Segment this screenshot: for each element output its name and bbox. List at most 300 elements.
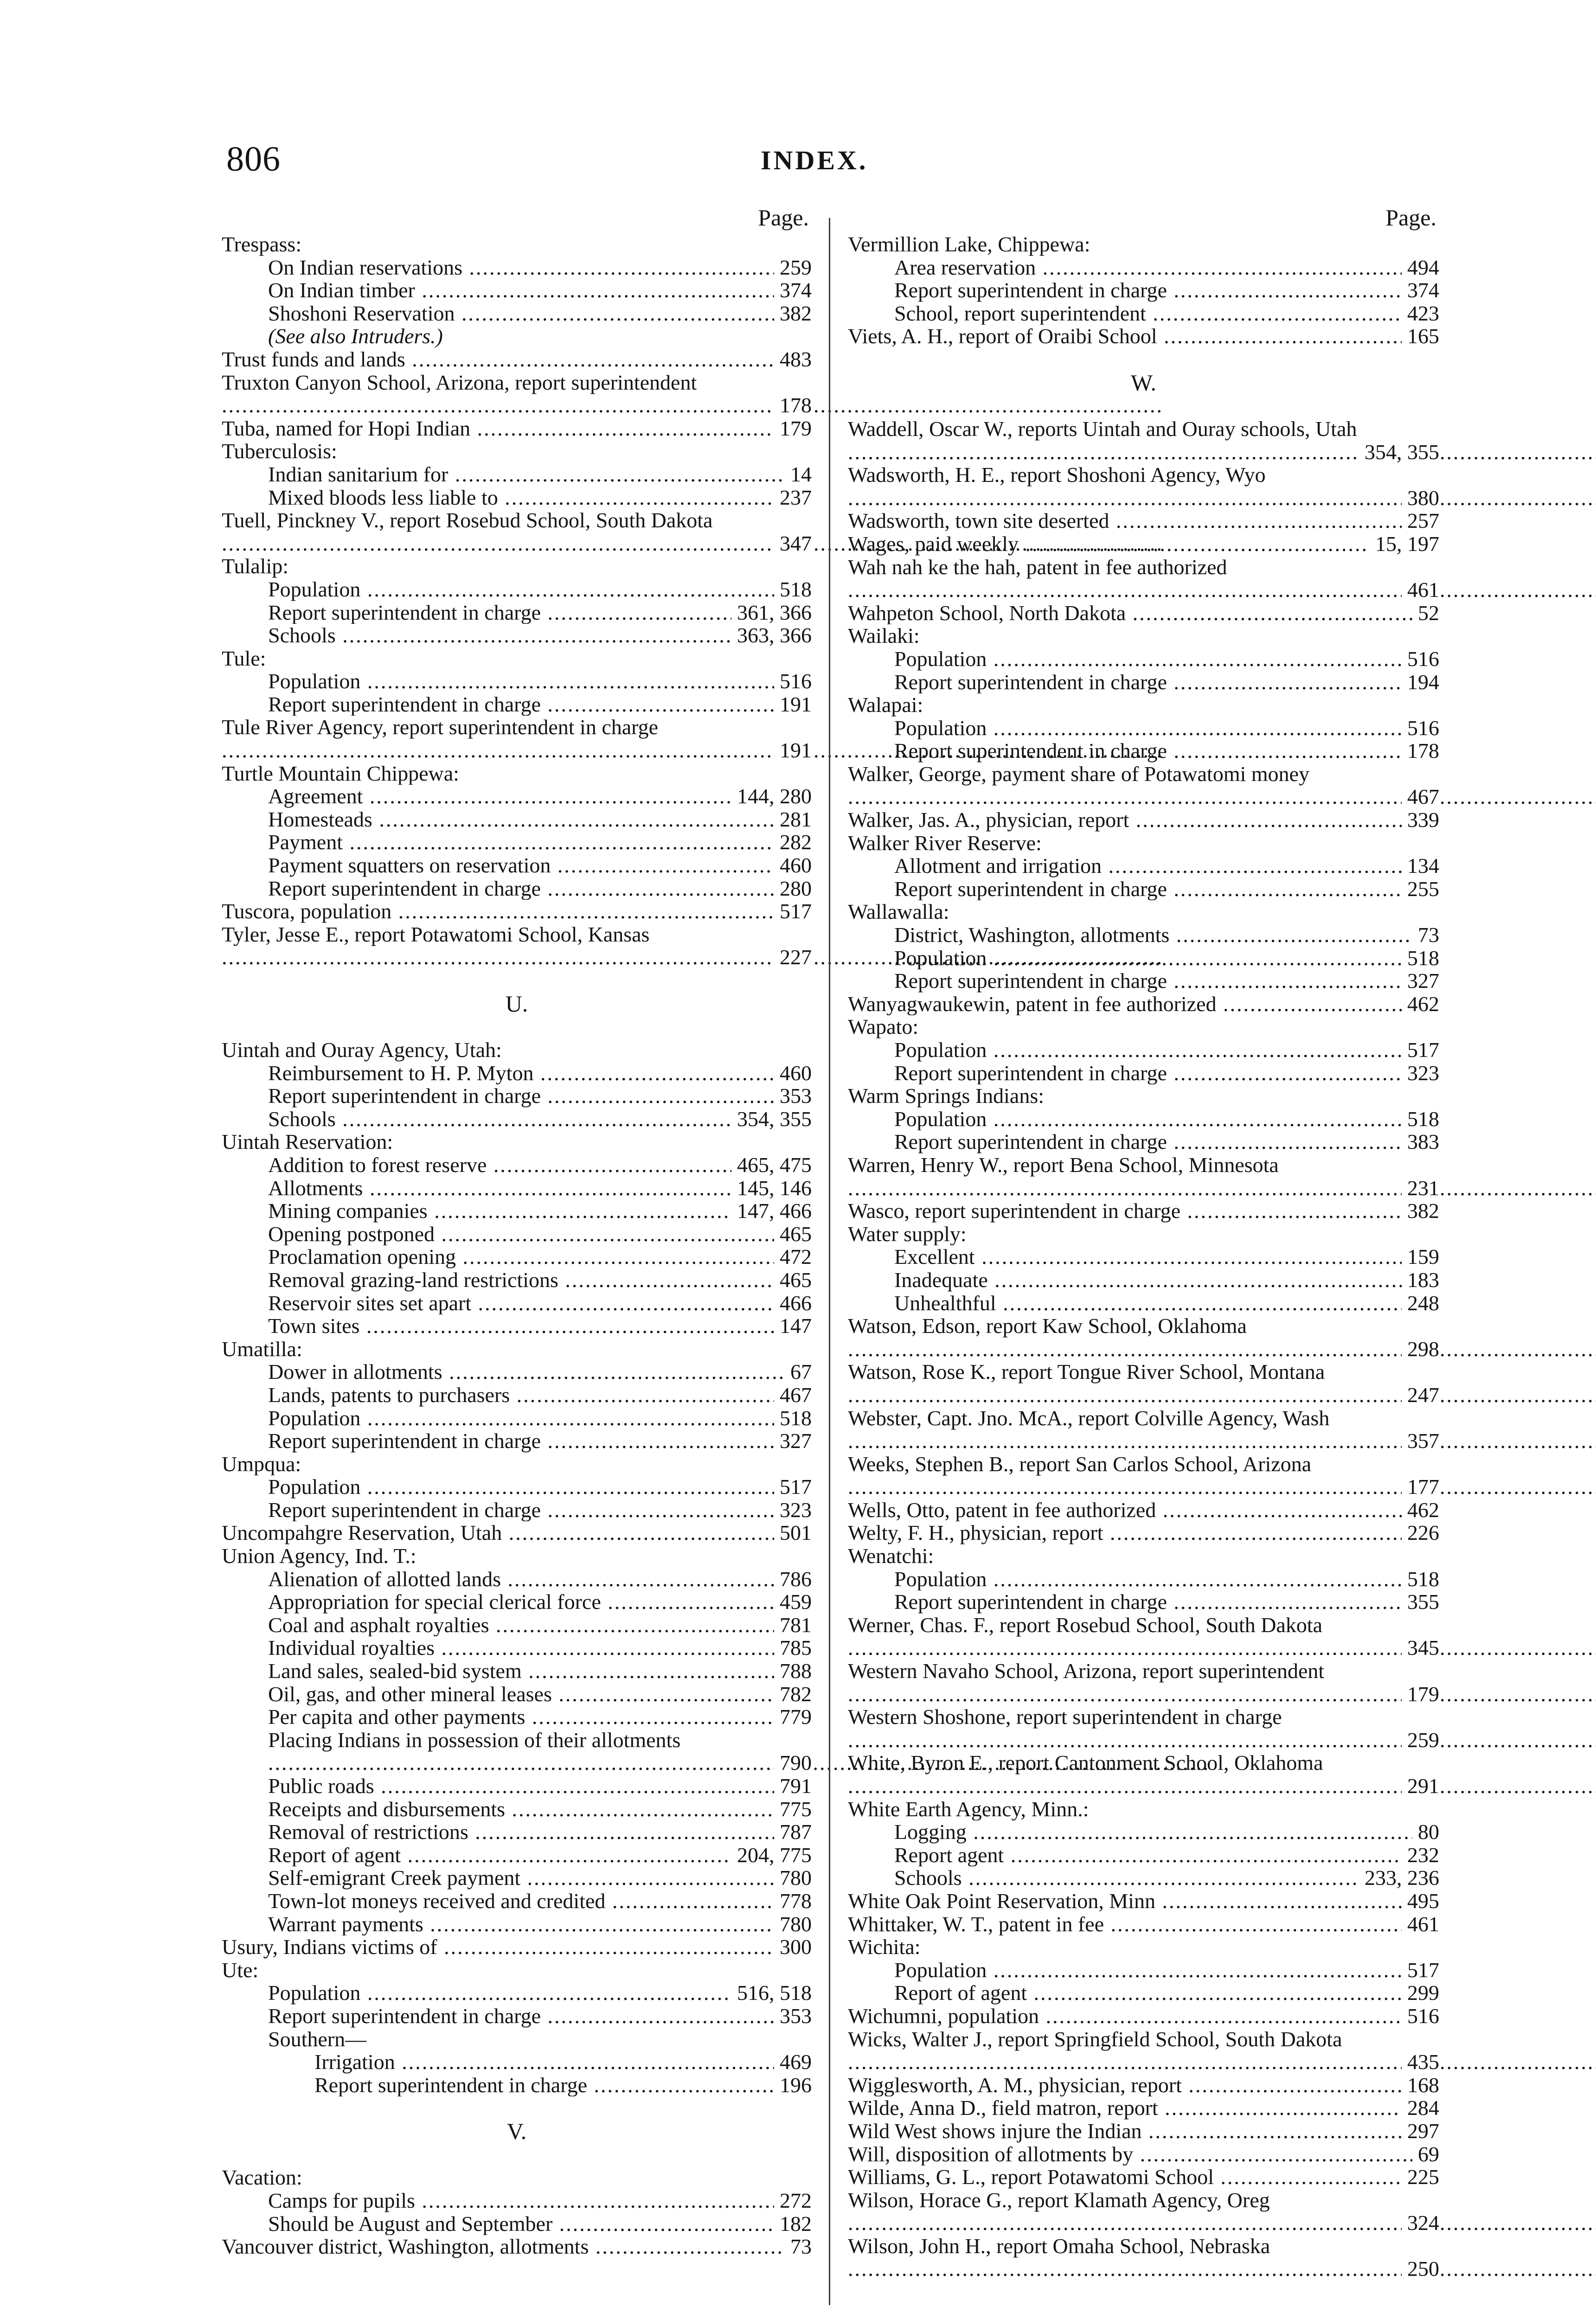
index-entry [848, 808, 1439, 832]
entry-text: Wild West shows injure the Indian ..... [848, 2120, 1439, 2143]
entry-text: Wilson, John H., report Omaha School, Nebraska ..... [848, 2234, 1596, 2281]
entry-page-ref: 353 [774, 1084, 812, 1108]
entry-text: Addition to forest reserve ..... [268, 1153, 812, 1177]
index-entry [222, 256, 812, 279]
entry-text: Population ..... [268, 578, 812, 601]
index-entries [222, 233, 812, 2258]
entry-page-ref: 516 [1402, 717, 1439, 740]
index-entry [222, 716, 812, 762]
entry-page-ref: 495 [1402, 1890, 1439, 1913]
entry-text: Population ..... [894, 1108, 1439, 1131]
entry-page-ref: 232 [1402, 1844, 1439, 1867]
entry-text: Camps for pupils ..... [268, 2189, 812, 2212]
entry-text: Report of agent ..... [268, 1844, 812, 1867]
page-title: INDEX. [761, 145, 868, 175]
entry-text: Lands, patents to purchasers ..... [268, 1384, 812, 1407]
entry-page-ref: 226 [1402, 1521, 1439, 1544]
index-entry [222, 486, 812, 509]
index-heading [222, 647, 812, 670]
entry-page-ref: 494 [1402, 256, 1439, 279]
index-entry [848, 532, 1439, 556]
entry-page-ref: 67 [785, 1360, 812, 1384]
index-entry [222, 1659, 812, 1683]
index-entry [222, 1245, 812, 1268]
entry-text: Report superintendent in charge ..... [268, 1084, 812, 1108]
entry-text: Watson, Edson, report Kaw School, Oklahoma ..... [848, 1314, 1596, 1361]
entry-page-ref: 237 [774, 486, 812, 509]
entry-text: Wailaki: [848, 624, 920, 647]
index-heading [222, 1130, 812, 1153]
index-heading [848, 1544, 1439, 1568]
index-entry [222, 923, 812, 969]
index-entry [848, 878, 1439, 901]
entry-text: Receipts and disbursements ..... [268, 1798, 812, 1821]
index-entry [848, 2143, 1439, 2166]
entry-text: Welty, F. H., physician, report ..... [848, 1521, 1439, 1544]
index-entry [848, 1659, 1439, 1705]
entry-text: Waddell, Oscar W., reports Uintah and Ouray schools, Utah ..... [848, 417, 1596, 464]
entry-page-ref: 363, 366 [731, 624, 812, 647]
entry-text: Payment squatters on reservation ..... [268, 854, 812, 877]
entry-page-ref: 227 [774, 946, 812, 969]
entry-page-ref: 178 [774, 394, 812, 417]
index-entry [222, 1429, 812, 1453]
index-entry [222, 1729, 812, 1774]
entry-page-ref: 183 [1402, 1268, 1439, 1292]
entry-page-ref: 465, 475 [731, 1153, 812, 1177]
page-column-header: Page. [758, 205, 809, 231]
entry-page-ref: 518 [774, 578, 812, 601]
entry-text: Uintah and Ouray Agency, Utah: [222, 1038, 502, 1062]
entry-page-ref: 517 [774, 900, 812, 923]
index-entry [848, 256, 1439, 279]
entry-text: Wilson, Horace G., report Klamath Agency, Oreg ..... [848, 2188, 1596, 2235]
entry-page-ref: 465 [774, 1223, 812, 1246]
entry-text: Appropriation for special clerical force ..... [268, 1590, 812, 1614]
entry-text: Land sales, sealed-bid system ..... [268, 1659, 812, 1683]
index-heading [222, 762, 812, 785]
index-heading [222, 1544, 812, 1568]
entry-text: Vacation: [222, 2166, 302, 2189]
entry-text: Report superintendent in charge ..... [894, 279, 1439, 302]
entry-text: Mixed bloods less liable to ..... [268, 486, 812, 509]
index-entry [848, 2096, 1439, 2120]
index-entry [222, 1223, 812, 1246]
index-entry [848, 1705, 1439, 1751]
index-entry [222, 1844, 812, 1867]
entry-text: Report superintendent in charge ..... [314, 2074, 812, 2097]
index-entry [222, 1820, 812, 1844]
entry-text: Logging ..... [894, 1820, 1439, 1844]
entry-text: Report of agent ..... [894, 1981, 1439, 2005]
entry-text: Wah nah ke the hah, patent in fee authorized ..... [848, 555, 1596, 602]
entry-text: Tule: [222, 647, 266, 670]
index-entry [222, 1636, 812, 1659]
entry-text: Coal and asphalt royalties ..... [268, 1614, 812, 1637]
index-entry [848, 923, 1439, 947]
entry-text: Wicks, Walter J., report Springfield School, South Dakota ..... [848, 2027, 1596, 2074]
entry-text: Report superintendent in charge ..... [268, 1499, 812, 1522]
entry-page-ref: 73 [1412, 923, 1439, 947]
section-letter-heading: U. [505, 991, 528, 1017]
entry-page-ref: 248 [1402, 1292, 1439, 1315]
entry-text: Per capita and other payments ..... [268, 1705, 812, 1729]
entry-page-ref: 297 [1402, 2120, 1439, 2143]
entry-text: Tyler, Jesse E., report Potawatomi School, Kansas ..... [222, 922, 1163, 969]
index-entry [222, 1177, 812, 1200]
entry-page-ref: 257 [1402, 509, 1439, 532]
index-entry [222, 2050, 812, 2074]
entry-text: Uncompahgre Reservation, Utah ..... [222, 1521, 812, 1544]
entry-text: Payment ..... [268, 831, 812, 854]
entry-page-ref: 460 [774, 1062, 812, 1085]
entry-text: Removal grazing-land restrictions ..... [268, 1268, 812, 1292]
entry-text: Report superintendent in charge ..... [268, 2005, 812, 2028]
index-entry [848, 1499, 1439, 1522]
entry-page-ref: 374 [774, 279, 812, 302]
entry-text: Schools ..... [894, 1866, 1439, 1890]
entry-text: Warren, Henry W., report Bena School, Minnesota ..... [848, 1153, 1596, 1200]
index-entry [222, 463, 812, 486]
entry-text: Population ..... [268, 670, 812, 693]
index-entry [848, 1153, 1439, 1199]
index-entry [848, 1913, 1439, 1936]
index-heading [222, 325, 812, 348]
entry-text: Irrigation ..... [314, 2050, 812, 2074]
index-entry [222, 601, 812, 624]
entry-page-ref: 282 [774, 831, 812, 854]
index-entry [222, 854, 812, 877]
index-entry [222, 808, 812, 831]
entry-page-ref: 361, 366 [731, 601, 812, 624]
index-entry [222, 417, 812, 440]
entry-page-ref: 517 [1402, 1038, 1439, 1062]
entry-text: Vermillion Lake, Chippewa: [848, 233, 1090, 256]
entry-text: Population ..... [894, 1959, 1439, 1982]
entry-text: Wallawalla: [848, 900, 949, 924]
entry-text: Weeks, Stephen B., report San Carlos School, Arizona ..... [848, 1452, 1596, 1499]
index-entry [848, 1568, 1439, 1591]
index-column-left [222, 204, 812, 2258]
entry-page-ref: 518 [774, 1407, 812, 1430]
entry-text: Wahpeton School, North Dakota ..... [848, 602, 1439, 625]
entry-text: Removal of restrictions ..... [268, 1820, 812, 1844]
index-entry [222, 1084, 812, 1108]
entry-page-ref: 178 [1402, 739, 1439, 762]
entry-text: Report superintendent in charge ..... [268, 601, 812, 624]
entry-page-ref: 324 [1402, 2211, 1439, 2235]
entry-page-ref: 280 [774, 877, 812, 900]
entry-text: District, Washington, allotments ..... [894, 923, 1439, 947]
entry-page-ref: 73 [785, 2235, 812, 2258]
entry-page-ref: 69 [1412, 2143, 1439, 2166]
entry-text: White Oak Point Reservation, Minn ..... [848, 1890, 1439, 1913]
entry-page-ref: 467 [1402, 785, 1439, 808]
entry-page-ref: 501 [774, 1521, 812, 1544]
entry-page-ref: 380 [1402, 487, 1439, 510]
entry-text: Alienation of allotted lands ..... [268, 1568, 812, 1591]
entry-page-ref: 323 [774, 1499, 812, 1522]
index-entry [222, 900, 812, 923]
index-entry [848, 1268, 1439, 1292]
entry-text: Should be August and September ..... [268, 2212, 812, 2236]
index-entry [222, 371, 812, 417]
index-heading [222, 1453, 812, 1476]
index-entry [848, 1199, 1439, 1223]
index-entry [222, 1866, 812, 1890]
index-entry [222, 624, 812, 647]
entry-page-ref: 782 [774, 1683, 812, 1706]
entry-page-ref: 786 [774, 1568, 812, 1591]
entry-text: Allotment and irrigation ..... [894, 854, 1439, 878]
entry-text: Indian sanitarium for ..... [268, 463, 812, 486]
entry-text: Tulalip: [222, 555, 289, 578]
entry-page-ref: 787 [774, 1820, 812, 1844]
index-entry [848, 993, 1439, 1016]
entry-text: Wilde, Anna D., field matron, report ..... [848, 2096, 1439, 2120]
entry-page-ref: 231 [1402, 1177, 1439, 1200]
entry-text: Wigglesworth, A. M., physician, report ..... [848, 2074, 1439, 2097]
index-entry [222, 2212, 812, 2236]
entry-text: Turtle Mountain Chippewa: [222, 762, 459, 785]
index-entry [848, 1751, 1439, 1797]
entry-page-ref: 272 [774, 2189, 812, 2212]
index-entry [848, 1292, 1439, 1315]
entry-text: Webster, Capt. Jno. McA., report Colville Agency, Wash ..... [848, 1406, 1596, 1453]
entry-text: Report superintendent in charge ..... [268, 1429, 812, 1453]
entry-page-ref: 461 [1402, 1913, 1439, 1936]
entry-page-ref: 462 [1402, 1499, 1439, 1522]
entry-text: Trust funds and lands ..... [222, 348, 812, 371]
entry-page-ref: 518 [1402, 1108, 1439, 1131]
index-entry [222, 1913, 812, 1936]
index-heading [222, 555, 812, 578]
index-entry [848, 602, 1439, 625]
entry-text: Reimbursement to H. P. Myton ..... [268, 1062, 812, 1085]
entry-text: Tuscora, population ..... [222, 900, 812, 923]
entry-page-ref: 281 [774, 808, 812, 831]
index-entry [848, 1844, 1439, 1867]
index-entry [222, 785, 812, 808]
entry-text: Wages, paid weekly ..... [848, 532, 1439, 556]
index-entry [848, 1038, 1439, 1062]
entry-page-ref: 14 [785, 463, 812, 486]
index-entry [848, 302, 1439, 325]
index-heading [222, 1038, 812, 1062]
entry-text: Schools ..... [268, 624, 812, 647]
entry-text: Water supply: [848, 1222, 967, 1246]
entry-text: Population ..... [268, 1407, 812, 1430]
entry-page-ref: 466 [774, 1292, 812, 1315]
entry-text: Public roads ..... [268, 1774, 812, 1798]
entry-text: Trespass: [222, 233, 302, 256]
entry-text: Walker, Jas. A., physician, report ..... [848, 808, 1439, 832]
entry-text: Tuell, Pinckney V., report Rosebud School, South Dakota ..... [222, 508, 1163, 555]
entry-text: Opening postponed ..... [268, 1223, 812, 1246]
index-entry [848, 417, 1439, 463]
entry-text: Town-lot moneys received and credited ..... [268, 1890, 812, 1913]
entry-page-ref: 347 [774, 532, 812, 555]
entry-text: Will, disposition of allotments by ..... [848, 2143, 1439, 2166]
entry-page-ref: 259 [1402, 1729, 1439, 1752]
entry-text: Report superintendent in charge ..... [894, 878, 1439, 901]
entry-page-ref: 781 [774, 1614, 812, 1637]
entry-text: Usury, Indians victims of ..... [222, 1935, 812, 1959]
entry-text: Unhealthful ..... [894, 1292, 1439, 1315]
entry-page-ref: 517 [774, 1475, 812, 1499]
index-entry [848, 1108, 1439, 1131]
index-entry [848, 325, 1439, 348]
entry-page-ref: 247 [1402, 1384, 1439, 1407]
entry-text: Wenatchi: [848, 1544, 934, 1568]
entry-text: Area reservation ..... [894, 256, 1439, 279]
entry-page-ref: 382 [774, 302, 812, 325]
index-entry [848, 1407, 1439, 1453]
entry-page-ref: 780 [774, 1866, 812, 1890]
entry-page-ref: 467 [774, 1384, 812, 1407]
entry-text: Report superintendent in charge ..... [894, 739, 1439, 762]
entry-page-ref: 354, 355 [731, 1108, 812, 1131]
entry-text: Werner, Chas. F., report Rosebud School, South Dakota ..... [848, 1613, 1596, 1660]
entry-text: Watson, Rose K., report Tongue River School, Montana ..... [848, 1360, 1596, 1407]
entry-text: Wanyagwaukewin, patent in fee authorized ..... [848, 993, 1439, 1016]
entry-text: Umpqua: [222, 1452, 301, 1476]
entry-text: School, report superintendent ..... [894, 302, 1439, 325]
index-entry [848, 854, 1439, 878]
entry-page-ref: 780 [774, 1913, 812, 1936]
index-entry [848, 1959, 1439, 1982]
index-entry [848, 2005, 1439, 2028]
index-heading [222, 1338, 812, 1361]
entry-text: Uintah Reservation: [222, 1130, 393, 1153]
index-entry [848, 1590, 1439, 1614]
index-heading [848, 1798, 1439, 1821]
entry-page-ref: 233, 236 [1359, 1866, 1439, 1890]
index-entry [848, 1614, 1439, 1659]
index-entry [222, 1683, 812, 1706]
index-entry [848, 1890, 1439, 1913]
entry-text: Ute: [222, 1958, 259, 1982]
index-heading [848, 1223, 1439, 1246]
index-heading [222, 2028, 812, 2051]
section-letter-heading: W. [1130, 369, 1157, 396]
entry-page-ref: 327 [774, 1429, 812, 1453]
entry-page-ref: 345 [1402, 1636, 1439, 1659]
index-entry [848, 1360, 1439, 1406]
index-entry [848, 1820, 1439, 1844]
index-heading [222, 1959, 812, 1982]
index-heading [848, 233, 1439, 256]
index-entry [848, 1866, 1439, 1890]
index-entry [222, 1568, 812, 1591]
index-entry [222, 1614, 812, 1637]
entry-text: Report superintendent in charge ..... [268, 877, 812, 900]
entry-text: Tule River Agency, report superintendent in charge ..... [222, 715, 1163, 762]
index-heading [848, 832, 1439, 855]
index-entry [222, 670, 812, 693]
index-entry [222, 693, 812, 716]
entry-page-ref: 791 [774, 1774, 812, 1798]
entry-text: Western Navaho School, Arizona, report superintendent ..... [848, 1659, 1596, 1706]
entry-page-ref: 177 [1402, 1475, 1439, 1499]
entry-page-ref: 357 [1402, 1429, 1439, 1453]
entry-page-ref: 298 [1402, 1338, 1439, 1361]
entry-page-ref: 144, 280 [731, 785, 812, 808]
index-entries [848, 233, 1439, 2281]
index-entry [222, 1360, 812, 1384]
index-entry [222, 1798, 812, 1821]
entry-text: White Earth Agency, Minn.: [848, 1797, 1089, 1821]
entry-text: Wadsworth, town site deserted ..... [848, 509, 1439, 532]
index-entry [848, 2028, 1439, 2074]
entry-page-ref: 196 [774, 2074, 812, 2097]
index-heading [848, 693, 1439, 717]
index-entry [848, 556, 1439, 602]
entry-text: Wadsworth, H. E., report Shoshoni Agency, Wyo ..... [848, 463, 1596, 510]
index-heading [222, 440, 812, 463]
entry-page-ref: 465 [774, 1268, 812, 1292]
entry-text: Whittaker, W. T., patent in fee ..... [848, 1913, 1439, 1936]
entry-page-ref: 382 [1402, 1199, 1439, 1223]
index-entry [848, 2189, 1439, 2235]
index-entry [848, 279, 1439, 302]
entry-text: Oil, gas, and other mineral leases ..... [268, 1683, 812, 1706]
entry-page-ref: 147, 466 [731, 1199, 812, 1223]
index-entry [222, 279, 812, 302]
index-entry [222, 1521, 812, 1544]
index-heading [222, 233, 812, 256]
entry-page-ref: 327 [1402, 969, 1439, 993]
index-entry [222, 2235, 812, 2258]
entry-text: Report superintendent in charge ..... [894, 969, 1439, 993]
index-entry [222, 1475, 812, 1499]
entry-page-ref: 204, 775 [731, 1844, 812, 1867]
index-heading [848, 624, 1439, 647]
index-entry [848, 717, 1439, 740]
index-entry [222, 1705, 812, 1729]
index-heading [222, 2166, 812, 2189]
entry-text: Population ..... [894, 717, 1439, 740]
index-entry [222, 1935, 812, 1959]
index-entry [848, 1062, 1439, 1085]
entry-text: Truxton Canyon School, Arizona, report superintendent ..... [222, 371, 1163, 417]
entry-page-ref: 423 [1402, 302, 1439, 325]
index-entry [222, 1890, 812, 1913]
index-entry [848, 1521, 1439, 1544]
entry-text: Population ..... [894, 1568, 1439, 1591]
index-entry [222, 831, 812, 854]
entry-text: (See also Intruders.) [268, 325, 443, 348]
entry-page-ref: 459 [774, 1590, 812, 1614]
index-entry [222, 1314, 812, 1338]
entry-text: White, Byron E., report Cantonment School, Oklahoma ..... [848, 1751, 1596, 1798]
entry-text: Population ..... [894, 947, 1439, 970]
entry-page-ref: 469 [774, 2050, 812, 2074]
index-entry [848, 1130, 1439, 1153]
entry-text: Wichita: [848, 1935, 921, 1959]
entry-text: On Indian reservations ..... [268, 256, 812, 279]
entry-page-ref: 516 [774, 670, 812, 693]
index-entry [848, 2120, 1439, 2143]
entry-page-ref: 134 [1402, 854, 1439, 878]
entry-page-ref: 383 [1402, 1130, 1439, 1153]
entry-text: Walker, George, payment share of Potawatomi money ..... [848, 762, 1596, 809]
entry-page-ref: 299 [1402, 1981, 1439, 2005]
index-heading [848, 1015, 1439, 1038]
entry-page-ref: 191 [774, 739, 812, 762]
entry-page-ref: 355 [1402, 1590, 1439, 1614]
index-entry [222, 348, 812, 371]
